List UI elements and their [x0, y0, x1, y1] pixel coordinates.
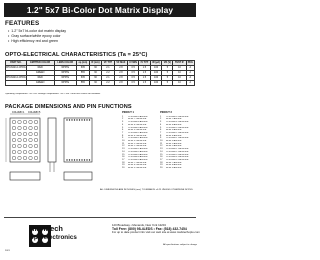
- pin-number: 19: [160, 164, 163, 167]
- pin-function: ROW 1 ANODE: [166, 145, 182, 148]
- pin-dot: [84, 119, 85, 120]
- pin-number: 20: [160, 167, 163, 170]
- led-dot: [29, 150, 33, 154]
- pin-number: 15: [122, 153, 125, 156]
- led-dot: [23, 144, 27, 148]
- web-line: For up to date product info visit our web site at www.marktechopto.com: [112, 230, 200, 235]
- pin-function: COLUMN 3 ANODE: [128, 126, 148, 129]
- pin-number: 14: [122, 150, 125, 153]
- pin-number: 7: [160, 131, 162, 134]
- opto-row: [6, 80, 195, 85]
- opto-cell: 565: [76, 80, 89, 85]
- pin-row: [160, 167, 196, 170]
- led-dot: [23, 120, 27, 124]
- package-drawing: [4, 110, 116, 194]
- rear-view: [64, 118, 92, 162]
- led-dot: [12, 156, 16, 160]
- led-dot: [29, 132, 33, 136]
- feature-item: • Gray surface/white epoxy color: [8, 34, 66, 39]
- led-dot: [12, 120, 16, 124]
- opto-cell: 635: [76, 65, 89, 70]
- column-1-label: COLUMN 1: [12, 111, 25, 114]
- pin-function: ROW 1 CATHODE: [128, 145, 147, 148]
- opto-cell: A: [186, 75, 194, 80]
- led-dot: [12, 150, 16, 154]
- front-view-outline: [10, 118, 40, 162]
- opto-cell: 5: [162, 65, 173, 70]
- opto-cell: A: [186, 80, 194, 85]
- pin-number: 20: [122, 167, 125, 170]
- opto-cell: RED: [26, 75, 54, 80]
- pin-function: ROW 7 CATHODE: [128, 118, 147, 121]
- pin-dot: [81, 159, 82, 160]
- features-list: [8, 29, 66, 44]
- col-header: IR (µA): [152, 61, 160, 64]
- led-dot: [23, 156, 27, 160]
- opto-cell: 1.5: [139, 80, 150, 85]
- opto-cell: 565: [76, 70, 89, 75]
- opto-cell: A: [186, 65, 194, 70]
- pin-number: 1: [160, 115, 162, 118]
- pin-function: ROW 6 ANODE: [166, 164, 182, 167]
- pin-dot: [76, 119, 77, 120]
- led-dot: [29, 120, 33, 124]
- opto-cell: 1.5: [139, 65, 150, 70]
- pin-number: 18: [122, 161, 125, 164]
- led-dot: [23, 150, 27, 154]
- opto-cell: 5: [162, 75, 173, 80]
- col-header: IF (mA): [89, 61, 101, 66]
- pin-dot: [81, 119, 82, 120]
- pin-dot: [69, 119, 70, 120]
- led-dot: [18, 138, 22, 142]
- col-header: VF TYP: [102, 61, 115, 66]
- opto-cell: 30: [89, 80, 101, 85]
- spec-disclaimer: All specifications subject to change: [163, 244, 197, 246]
- opto-cell: 0.5: [128, 80, 139, 85]
- pin-number: 9: [160, 137, 162, 140]
- bottom-view: [10, 172, 40, 180]
- opto-table: [5, 60, 195, 86]
- opto-cell: GREEN: [26, 70, 54, 75]
- package-heading: PACKAGE DIMENSIONS AND PIN FUNCTIONS: [5, 104, 132, 110]
- pin-dot: [66, 119, 67, 120]
- opto-cell: GREEN: [26, 80, 54, 85]
- pin-function: COLUMN 4 CATHODE: [166, 121, 189, 124]
- led-dot: [18, 156, 22, 160]
- opto-cell: 5: [162, 80, 173, 85]
- opto-cell: A: [186, 70, 194, 75]
- col-header: PART NO.: [6, 61, 27, 66]
- pin-function: ROW 7 CATHODE: [128, 161, 147, 164]
- pin-number: 12: [122, 145, 125, 148]
- led-dot: [18, 120, 22, 124]
- opto-cell: [6, 80, 27, 85]
- led-dot: [34, 132, 38, 136]
- footer-divider: [4, 217, 196, 218]
- opto-note: Operating Temperature: -35~+85. Storage Temperature: -35~+100. Other face colors are available.: [5, 93, 101, 95]
- pin-function: ROW 5 ANODE: [166, 129, 182, 132]
- dot-matrix: [12, 120, 38, 160]
- opto-cell: WHITE: [54, 65, 76, 70]
- opto-cell: 100: [150, 65, 162, 70]
- pin-number: 3: [122, 121, 124, 124]
- opto-cell: 10: [173, 80, 186, 85]
- pin-number: 4: [122, 123, 124, 126]
- pin-function: COLUMN 2 CATHODE: [166, 150, 189, 153]
- page-title: 1.2" 5x7 Bi-Color Dot Matrix Display: [4, 3, 196, 17]
- pin-number: 13: [160, 148, 163, 151]
- pin-number: 11: [160, 142, 163, 145]
- led-dot: [18, 144, 22, 148]
- pin-number: 10: [122, 140, 125, 143]
- opto-cell: 30: [89, 75, 101, 80]
- pin-function: COLUMN 1 ANODE: [128, 137, 148, 140]
- pin-number: 1: [122, 115, 124, 118]
- opto-cell: 0.5: [128, 75, 139, 80]
- led-dot: [23, 132, 27, 136]
- pin-function: COLUMN 3 CATHODE: [166, 126, 189, 129]
- led-dot: [34, 144, 38, 148]
- pin-number: 13: [122, 148, 125, 151]
- pin-row: [66, 119, 90, 160]
- pin-row: [122, 167, 158, 170]
- pin-number: 5: [122, 126, 124, 129]
- opto-cell: 2.8: [114, 75, 127, 80]
- pin-number: 11: [122, 142, 125, 145]
- pin-function: COLUMN 2 CATHODE: [166, 131, 189, 134]
- opto-cell: 2.8: [114, 65, 127, 70]
- pin-dot: [86, 159, 87, 160]
- pin-number: 2: [122, 118, 124, 121]
- pin-function: COLUMN 4 ANODE: [128, 121, 148, 124]
- opto-cell: 10: [173, 65, 186, 70]
- pin-number: 17: [160, 158, 163, 161]
- brand-subtitle: optoelectronics: [30, 234, 77, 241]
- pin-function: ROW 4 ANODE: [166, 134, 182, 137]
- pin-number: 3: [160, 121, 162, 124]
- pin-dot: [89, 119, 90, 120]
- led-dot: [23, 138, 27, 142]
- pin-number: 18: [160, 161, 163, 164]
- pin-function: ROW 6 CATHODE: [128, 123, 147, 126]
- led-dot: [18, 126, 22, 130]
- opto-body: [6, 65, 195, 85]
- pin-number: 19: [122, 164, 125, 167]
- pin-function: ROW 5 ANODE: [166, 167, 182, 170]
- opto-cell: 2.2: [102, 80, 115, 85]
- col-header: λp (nm): [76, 61, 89, 66]
- pinout-1-heading: PINOUT 1: [122, 111, 134, 114]
- feature-item: • 1.2" 5x7 bi-color dot matrix display: [8, 29, 66, 34]
- pin-dot: [69, 159, 70, 160]
- led-dot: [12, 126, 16, 130]
- opto-cell: 2.2: [102, 70, 115, 75]
- pin-dot: [79, 159, 80, 160]
- pin-number: 4: [160, 123, 162, 126]
- address-block: [112, 224, 200, 235]
- pin-dot: [71, 119, 72, 120]
- pin-dot: [84, 159, 85, 160]
- pin-number: 6: [122, 129, 124, 132]
- pin-number: 5: [160, 126, 162, 129]
- pin-function: COLUMN 5 ANODE: [128, 158, 148, 161]
- col-header: LENS COLOR: [54, 61, 76, 66]
- col-header: PKG: [187, 61, 193, 64]
- pin-number: 8: [160, 134, 162, 137]
- led-dot: [18, 150, 22, 154]
- pin-function: COLUMN 1 CATHODE: [166, 148, 189, 151]
- led-dot: [34, 126, 38, 130]
- pin-number: 17: [122, 158, 125, 161]
- pin-dot: [79, 119, 80, 120]
- pin-number: 15: [160, 153, 163, 156]
- pin-number: 7: [122, 131, 124, 134]
- opto-cell: 100: [150, 80, 162, 85]
- pin-function: COLUMN 5 ANODE: [128, 115, 148, 118]
- opto-cell: WHITE: [54, 75, 76, 80]
- col-header: IV MIN: [129, 61, 137, 64]
- led-dot: [12, 132, 16, 136]
- pin-dot: [76, 159, 77, 160]
- opto-cell: 10: [173, 70, 186, 75]
- pin-dot: [86, 119, 87, 120]
- pin-function: ROW 7 ANODE: [166, 118, 182, 121]
- pin-function: ROW 3 CATHODE: [128, 140, 147, 143]
- pinout-1-table: [122, 112, 158, 170]
- led-dot: [34, 120, 38, 124]
- col-header: VF MAX: [114, 61, 127, 66]
- led-dot: [18, 132, 22, 136]
- opto-cell: 10: [173, 75, 186, 80]
- pin-function: COLUMN 2 ANODE: [128, 150, 148, 153]
- opto-cell: MTAN4212-CHRG: [6, 65, 26, 69]
- col-header: TEST IF: [173, 61, 186, 66]
- pin-dot: [74, 119, 75, 120]
- pin-function: ROW 4 CATHODE: [128, 134, 147, 137]
- doc-code: 2021: [5, 250, 10, 252]
- pin-number: 2: [160, 118, 162, 121]
- opto-cell: 2.8: [114, 80, 127, 85]
- opto-cell: MTAN4212-CHRG: [6, 75, 26, 79]
- opto-cell: WHITE: [54, 70, 76, 75]
- pinout-2-heading: PINOUT 2: [160, 111, 172, 114]
- opto-cell: 30: [89, 70, 101, 75]
- pin-number: 14: [160, 150, 163, 153]
- pin-function: COLUMN 4 CATHODE: [166, 156, 189, 159]
- feature-item: • High efficiency red and green: [8, 39, 66, 44]
- col-header: IV TYP: [140, 61, 149, 64]
- features-heading: FEATURES: [5, 20, 40, 27]
- led-dot: [29, 156, 33, 160]
- led-dot: [29, 126, 33, 130]
- phone-line: Toll Free: (800) 98-4LEDS • Fax: (518) 432-7454: [112, 226, 187, 231]
- pin-function: COLUMN 2 ANODE: [128, 131, 148, 134]
- opto-cell: 5: [162, 70, 173, 75]
- pin-function: COLUMN 5 CATHODE: [166, 158, 189, 161]
- pin-function: ROW 3 ANODE: [166, 140, 182, 143]
- pin-function: COLUMN 4 ANODE: [128, 156, 148, 159]
- led-dot: [34, 150, 38, 154]
- tolerance-note: ALL DIMENSIONS ARE IN INCHES (mm). TOLERANCE ±0.25 UNLESS OTHERWISE NOTED.: [100, 189, 194, 191]
- opto-cell: 100: [150, 75, 162, 80]
- led-dot: [34, 138, 38, 142]
- opto-cell: 1.5: [139, 70, 150, 75]
- pin-function: COLUMN 1 CATHODE: [166, 137, 189, 140]
- pin-number: 10: [160, 140, 163, 143]
- pin-function: ROW 6 ANODE: [166, 123, 182, 126]
- pin-number: 16: [160, 156, 163, 159]
- opto-cell: 635: [76, 75, 89, 80]
- address-line: 120 Broadway • Menands, New York 12204: [112, 223, 166, 227]
- side-view: [48, 118, 56, 162]
- opto-cell: 30: [89, 65, 101, 70]
- pin-number: 12: [160, 145, 163, 148]
- led-dot: [12, 144, 16, 148]
- brand-name: marktech: [30, 224, 63, 233]
- opto-cell: 0.5: [128, 70, 139, 75]
- opto-cell: 2.1: [102, 65, 115, 70]
- opto-cell: 100: [150, 70, 162, 75]
- opto-cell: 0.5: [128, 65, 139, 70]
- bottom-view-2: [64, 172, 92, 180]
- opto-cell: 1.5: [139, 75, 150, 80]
- pin-dot: [89, 159, 90, 160]
- led-dot: [34, 156, 38, 160]
- col-header: EMITTED COLOR: [26, 61, 54, 66]
- pin-number: 6: [160, 129, 162, 132]
- column-5-label: COLUMN 5: [28, 111, 41, 114]
- led-dot: [29, 138, 33, 142]
- opto-cell: WHITE: [54, 80, 76, 85]
- opto-heading: OPTO-ELECTRICAL CHARACTERISTICS (Ta = 25°C): [5, 52, 148, 58]
- pin-dot: [71, 159, 72, 160]
- pin-function: COLUMN 1 ANODE: [128, 148, 148, 151]
- pin-function: ROW 2 CATHODE: [128, 142, 147, 145]
- pin-number: 9: [122, 137, 124, 140]
- pin-function: ROW 5 CATHODE: [128, 129, 147, 132]
- opto-cell: 2.8: [114, 70, 127, 75]
- pinout-2-table: [160, 112, 196, 170]
- led-dot: [29, 144, 33, 148]
- pin-function: ROW 6 CATHODE: [128, 164, 147, 167]
- pin-number: 16: [122, 156, 125, 159]
- pin-dot: [74, 159, 75, 160]
- pin-dot: [66, 159, 67, 160]
- pin-number: 8: [122, 134, 124, 137]
- pin-function: COLUMN 5 CATHODE: [166, 115, 189, 118]
- pin-function: ROW 7 ANODE: [166, 161, 182, 164]
- opto-cell: 2.1: [102, 75, 115, 80]
- led-dot: [12, 138, 16, 142]
- pin-function: ROW 2 ANODE: [166, 142, 182, 145]
- col-header: VR (V): [163, 61, 171, 64]
- pin-function: ROW 5 CATHODE: [128, 167, 147, 170]
- led-dot: [23, 126, 27, 130]
- pin-function: COLUMN 3 ANODE: [128, 153, 148, 156]
- opto-cell: RED: [26, 65, 54, 70]
- pin-function: COLUMN 3 CATHODE: [166, 153, 189, 156]
